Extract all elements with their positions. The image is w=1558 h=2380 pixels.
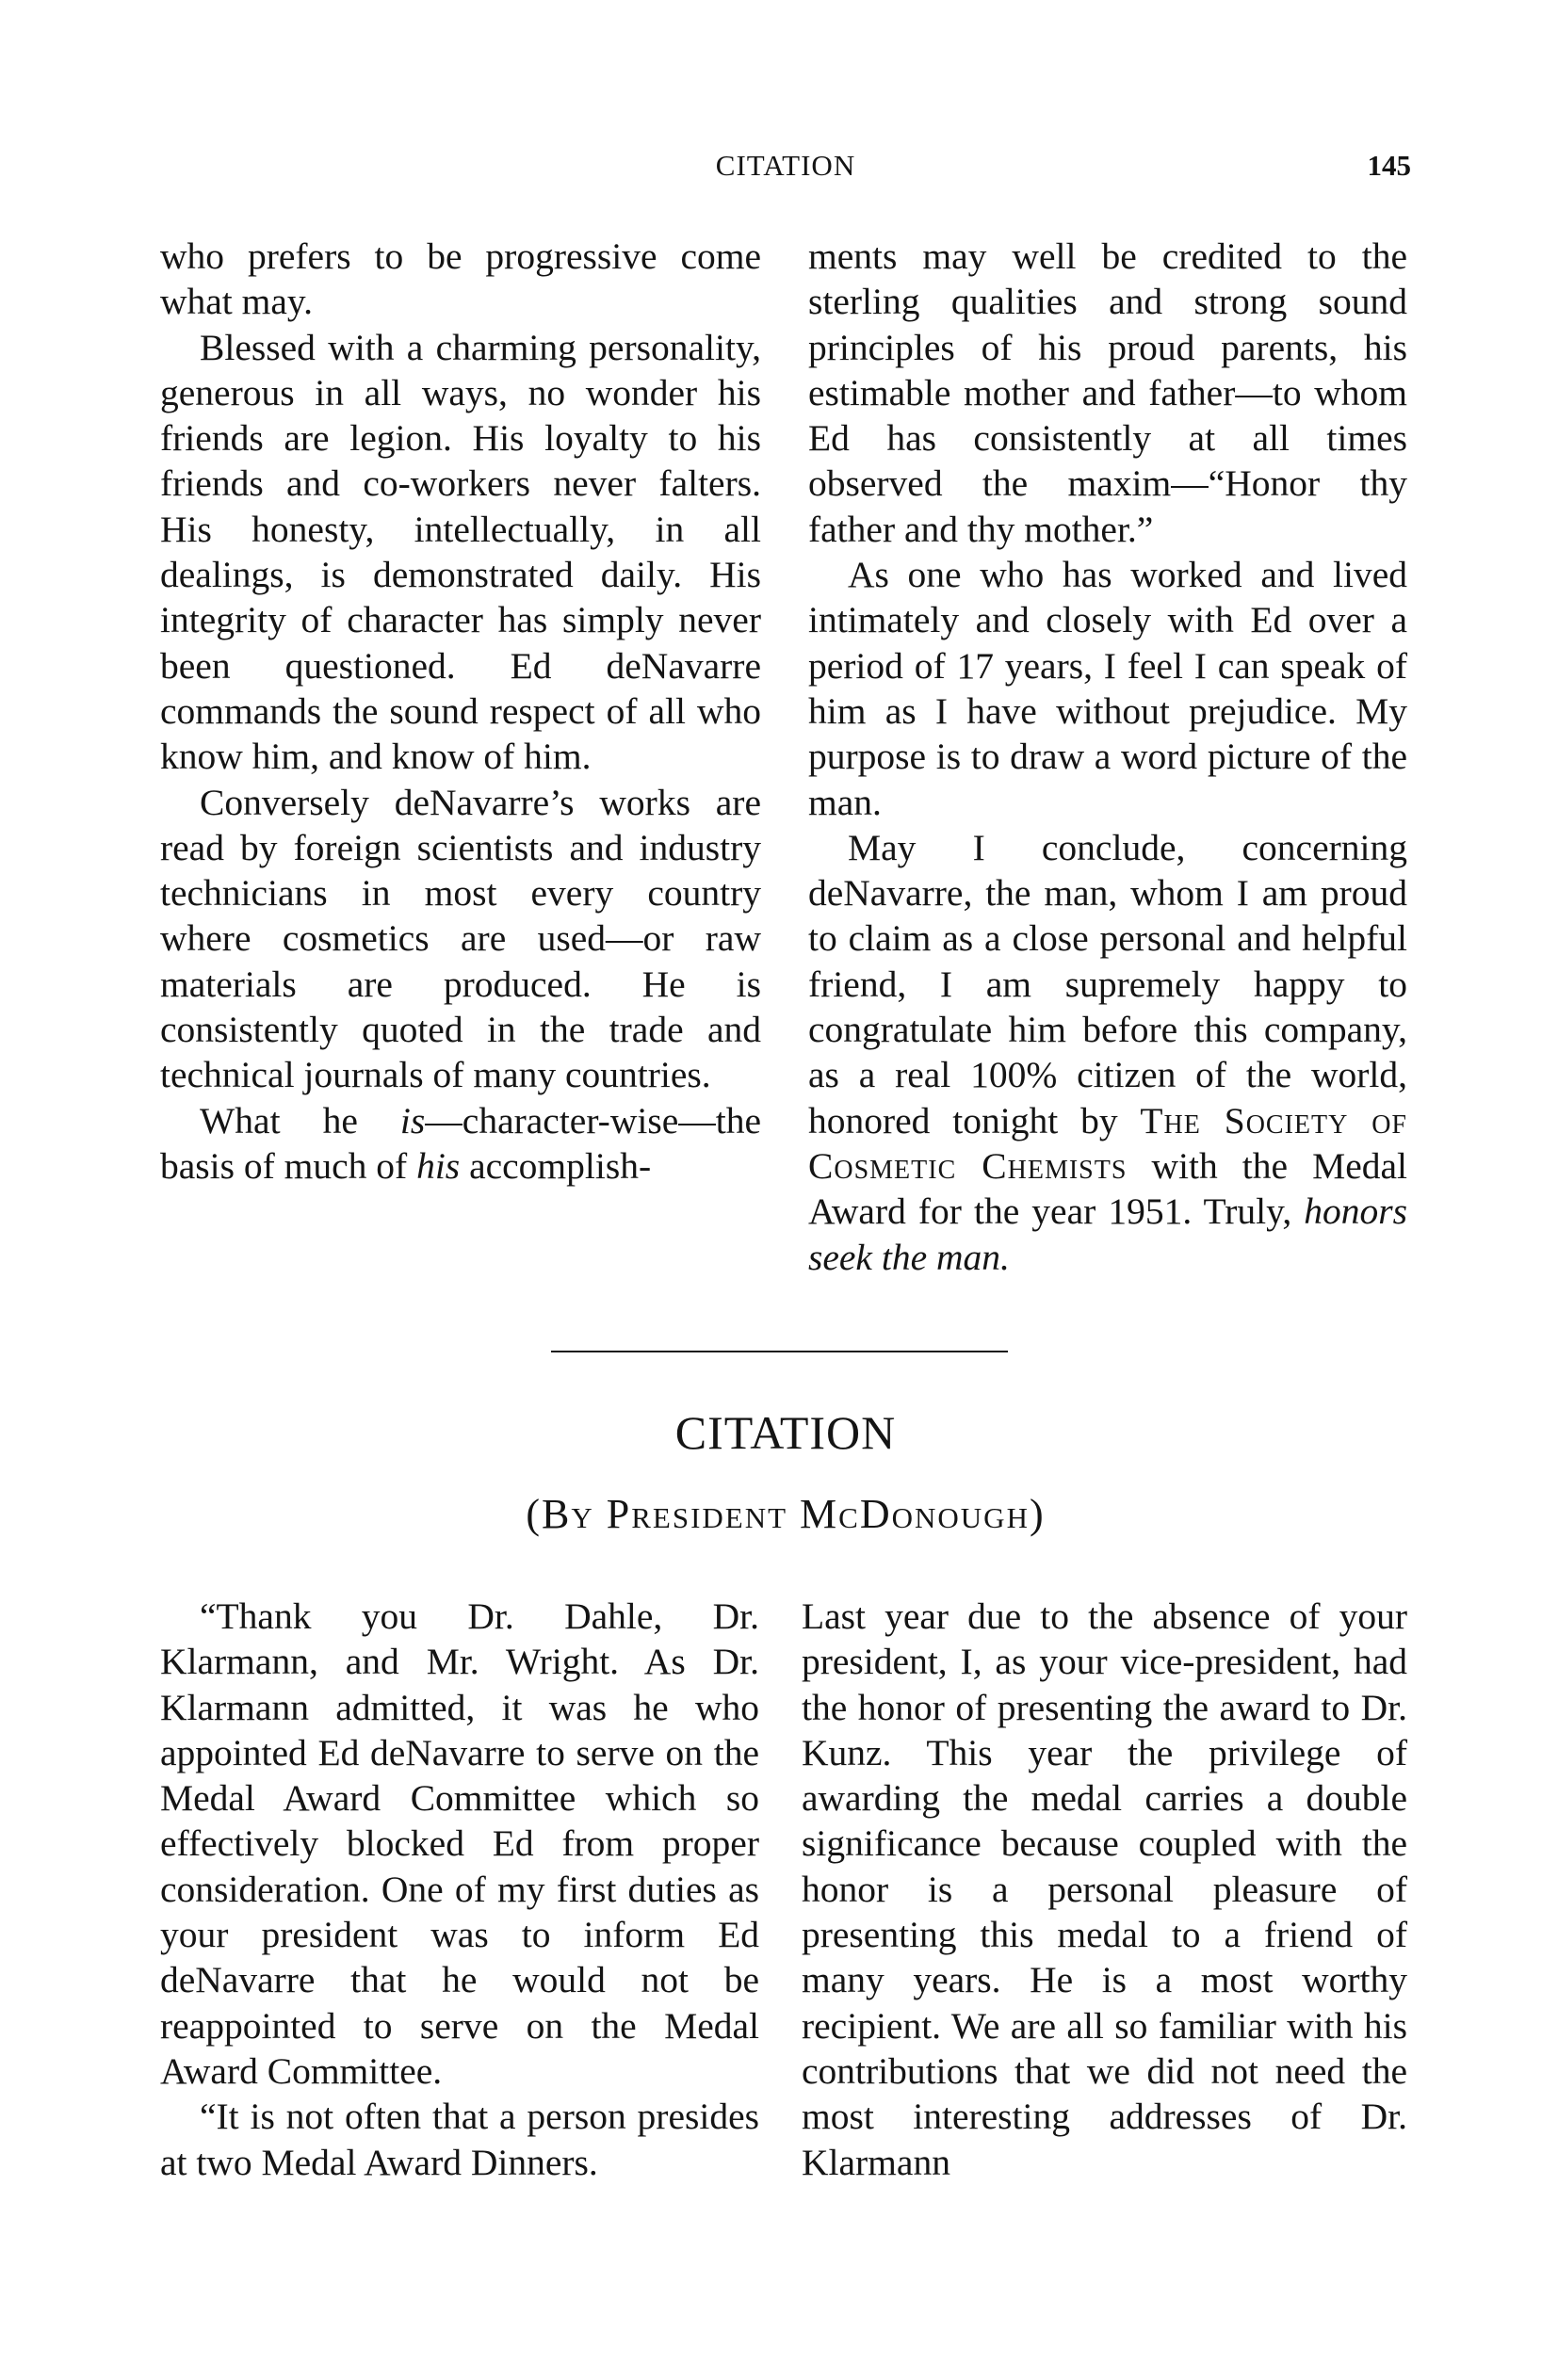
upper-left-column	[160, 234, 761, 1189]
society-name: The Society of Cosmetic Chemists	[808, 1099, 1407, 1187]
running-head	[160, 149, 1411, 196]
paragraph	[808, 552, 1407, 825]
paragraph	[160, 780, 761, 1098]
text-run: accomplish-	[460, 1144, 652, 1187]
text-run: May I conclude, concerning deNavarre, the man, whom I am proud to claim as a close personal and helpful friend, I am supremely happy to congratulate him before this company, as a real 100% citizen of the world, honored tonight by	[808, 826, 1407, 1141]
page-number: 145	[1367, 149, 1411, 182]
paragraph: “It is not often that a person presides at two Medal Award Dinners.	[160, 2096, 759, 2183]
paragraph-text: Conversely deNavarre’s works are read by foreign scientists and industry technicians in most every country where cosmetics are used—or raw materials are produced. He is consistently quoted in the trade and technical journals of many countries.	[160, 781, 761, 1096]
upper-right-column	[808, 234, 1407, 1280]
paragraph-text: Blessed with a charming personality, generous in all ways, no wonder his friends are legion. His loyalty to his friends and co-workers never falters. His honesty, intellectually, in all dealings, is demonstrated daily. His integrity of character has simply never been questioned. Ed deNavarre commands the sound respect of all who know him, and know of him.	[160, 326, 761, 778]
section-divider	[551, 1351, 1008, 1352]
paragraph-text: As one who has worked and lived intimately and closely with Ed over a period of 17 years, I feel I can speak of him as I have without prejudice. My purpose is to draw a word picture of the man.	[808, 554, 1407, 823]
emphasis: is	[399, 1099, 426, 1141]
text-run: What he	[200, 1099, 400, 1141]
paragraph: who prefers to be progressive come what may.	[160, 235, 761, 323]
paragraph	[160, 325, 761, 780]
emphasis: honors seek the man.	[808, 1190, 1407, 1278]
text-run: —character-wise—the basis of much of	[160, 1099, 761, 1187]
lower-left-column	[160, 1594, 759, 2185]
section-heading: CITATION	[674, 1406, 897, 1459]
paragraph: Last year due to the absence of your president, I, as your vice-president, had the honor of presenting the award to Dr. Kunz. This year the privilege of awarding the medal carries a double significance because coupled with the honor is a personal pleasure of presenting this medal to a friend of many years. He is a most worthy recipient. We are all so familiar with his contributions that we did not need the most interesting addresses of Dr. Klarmann	[802, 1595, 1407, 2183]
emphasis: his	[416, 1144, 461, 1187]
lower-right-column	[802, 1594, 1407, 2185]
running-title: CITATION	[715, 149, 856, 182]
text-run: with the Medal Award for the year 1951. Truly,	[808, 1144, 1407, 1233]
paragraph	[160, 1098, 761, 1190]
paragraph: “Thank you Dr. Dahle, Dr. Klarmann, and Mr. Wright. As Dr. Klarmann admitted, it was he who appointed Ed deNavarre to serve on the Medal Award Committee which so effectively blocked Ed from proper consideration. One of my first duties as your president was to inform Ed deNavarre that he would not be reappointed to serve on the Medal Award Committee.	[160, 1595, 759, 2092]
paragraph	[808, 825, 1407, 1280]
paragraph: ments may well be credited to the sterling qualities and strong sound principles of his proud parents, his estimable mother and father—to whom Ed has consistently at all times observed the maxim—“Honor thy father and thy mother.”	[808, 235, 1407, 550]
section-byline: (By President McDonough)	[526, 1491, 1046, 1537]
